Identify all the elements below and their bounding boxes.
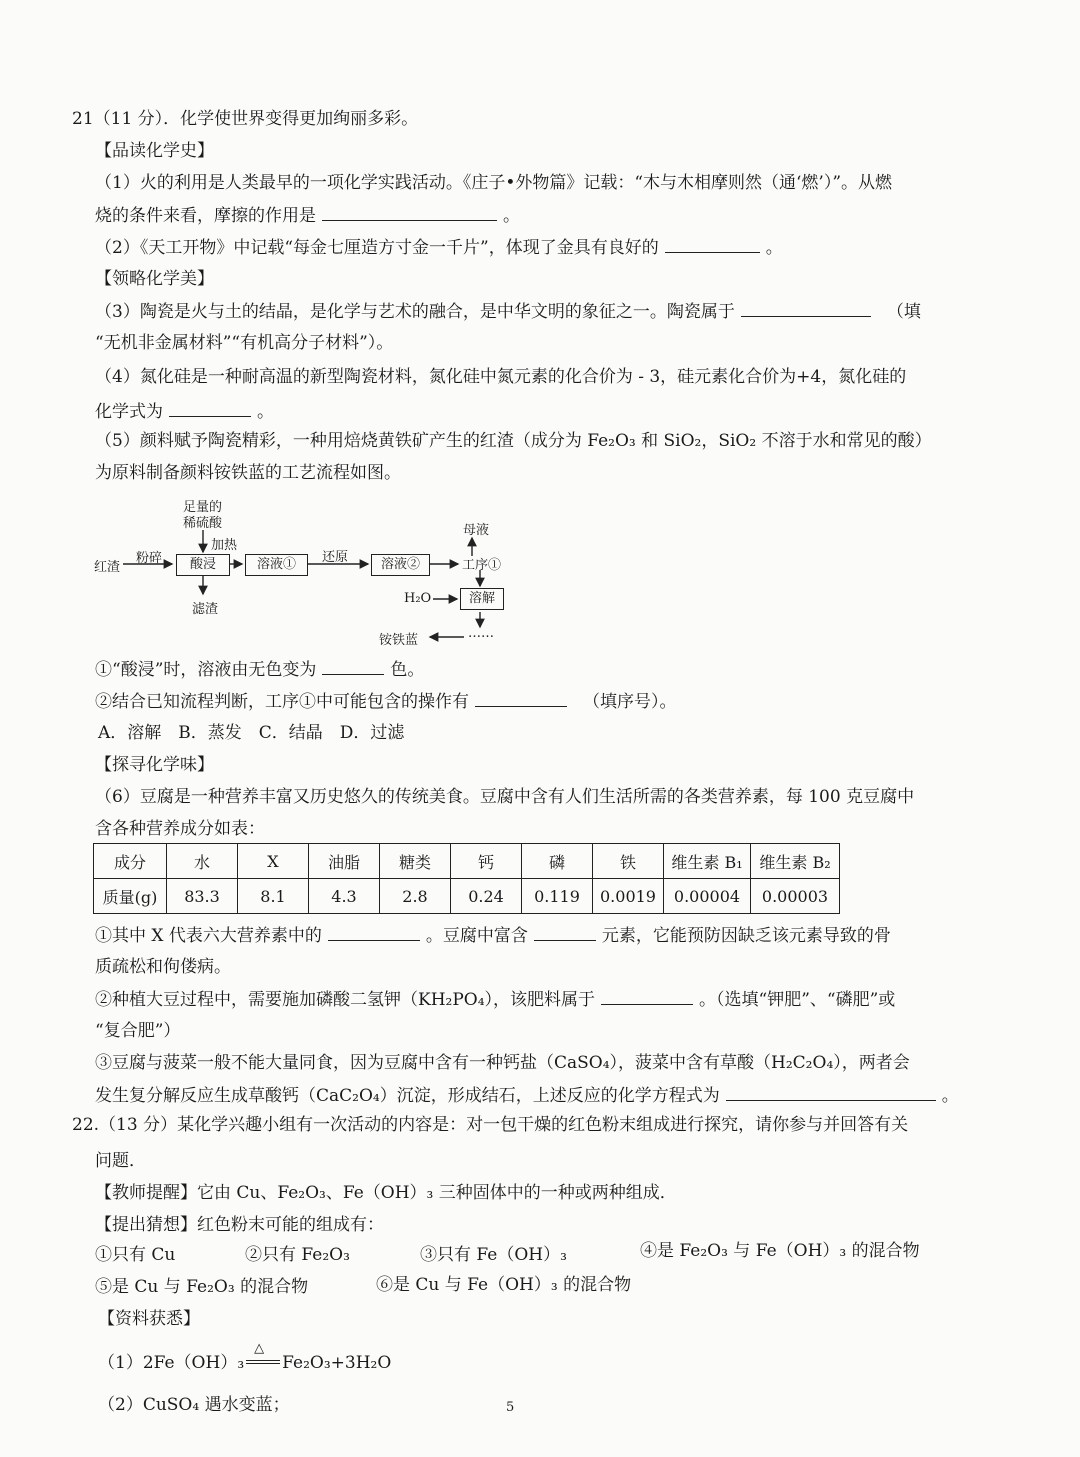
q21-6-sub2-line2: “复合肥”） xyxy=(95,1021,181,1041)
q22-title-line2: 问题． xyxy=(95,1151,146,1171)
guess-2: ②只有 Fe₂O₃ xyxy=(245,1245,350,1265)
answer-blank-3[interactable] xyxy=(741,300,871,317)
guess-4: ④是 Fe₂O₃ 与 Fe（OH）₃ 的混合物 xyxy=(640,1241,920,1261)
q21-5-sub2 xyxy=(95,690,677,713)
table-cell: X xyxy=(238,844,309,879)
flow-box-sol1: 溶液① xyxy=(245,554,308,576)
process-flowchart xyxy=(90,490,530,650)
answer-blank-8[interactable] xyxy=(534,924,596,941)
flow-water: H₂O xyxy=(404,591,432,606)
q21-6-line2: 含各种营养成分如表： xyxy=(95,819,265,839)
q21-5-line1: （5）颜料赋予陶瓷精彩，一种用焙烧黄铁矿产生的红渣（成分为 Fe₂O₃ 和 SiO₂，SiO₂ 不溶于水和常见的酸） xyxy=(95,431,932,451)
flow-proc: 工序① xyxy=(462,558,502,573)
table-cell: 0.24 xyxy=(451,879,522,914)
section-taste: 【探寻化学味】 xyxy=(95,755,214,775)
q21-6-sub3-line1: ③豆腐与菠菜一般不能大量同食，因为豆腐中含有一种钙盐（CaSO₄），菠菜中含有草酸（H₂C₂O₄），两者会 xyxy=(95,1053,910,1073)
answer-blank-6[interactable] xyxy=(475,690,567,707)
table-header-row xyxy=(94,844,840,879)
q21-1-line2: 烧的条件来看，摩擦的作用是 。 xyxy=(95,206,520,226)
guess-1: ①只有 Cu xyxy=(95,1245,176,1265)
q21-4-line1: （4）氮化硅是一种耐高温的新型陶瓷材料，氮化硅中氮元素的化合价为 - 3，硅元素化合价为+4，氮化硅的 xyxy=(95,367,907,387)
flow-acid-line2: 稀硫酸 xyxy=(183,516,223,531)
answer-blank-7[interactable] xyxy=(328,924,420,941)
nutrition-table xyxy=(93,843,840,914)
flow-product: 铵铁蓝 xyxy=(379,633,419,648)
flow-heat: 加热 xyxy=(211,538,238,553)
table-cell: 83.3 xyxy=(167,879,238,914)
q21-5-options: A．溶解 B．蒸发 C．结晶 D．过滤 xyxy=(98,723,405,743)
table-cell: 维生素 B₁ xyxy=(664,844,751,879)
flow-reduce: 还原 xyxy=(322,550,349,565)
q21-6-line1: （6）豆腐是一种营养丰富又历史悠久的传统美食。豆腐中含有人们生活所需的各类营养素，每 100 克豆腐中 xyxy=(95,787,915,807)
heat-condition: △ xyxy=(254,1341,265,1356)
guess-5: ⑤是 Cu 与 Fe₂O₃ 的混合物 xyxy=(95,1277,309,1297)
q21-5-sub1-text: ①“酸浸”时，溶液由无色变为 xyxy=(95,660,317,680)
answer-blank-2[interactable] xyxy=(665,236,760,253)
equation-reactant: （1）2Fe（OH）₃ xyxy=(98,1353,245,1373)
q21-4-line2: 化学式为 。 xyxy=(95,402,274,422)
flow-box-dissolve: 溶解 xyxy=(460,588,504,610)
flow-box-leach: 酸浸 xyxy=(176,554,230,576)
q21-3-text: （3）陶瓷是火与土的结晶，是化学与艺术的融合，是中华文明的象征之一。陶瓷属于 xyxy=(95,302,735,322)
flow-acid-line1: 足量的 xyxy=(183,500,223,515)
q21-title: 21（11 分）．化学使世界变得更加绚丽多彩。 xyxy=(72,109,419,129)
section-history: 【品读化学史】 xyxy=(95,141,214,161)
table-cell: 磷 xyxy=(522,844,593,879)
flow-residue: 滤渣 xyxy=(192,602,219,617)
q21-2: （2）《天工开物》中记载“每金七厘造方寸金一千片”，体现了金具有良好的 。 xyxy=(95,238,783,258)
q22-hint: 【教师提醒】它由 Cu、Fe₂O₃、Fe（OH）₃ 三种固体中的一种或两种组成． xyxy=(95,1183,677,1203)
answer-blank-5[interactable] xyxy=(322,658,384,675)
q21-6-sub1-text: ①其中 X 代表六大营养素中的 xyxy=(95,926,322,946)
answer-blank-10[interactable] xyxy=(726,1084,936,1101)
flow-start: 红渣 xyxy=(94,560,121,575)
equation-arrow xyxy=(244,1341,282,1374)
q21-3-line2: “无机非金属材料”“有机高分子材料”）。 xyxy=(95,333,394,353)
table-cell: 质量(g) xyxy=(94,879,167,914)
q21-5-sub1 xyxy=(95,658,424,681)
q21-6-sub3-text: 发生复分解反应生成草酸钙（CaC₂O₄）沉淀，形成结石，上述反应的化学方程式为 xyxy=(95,1086,720,1106)
q21-6-sub2-end: 。（选填“钾肥”、“磷肥”或 xyxy=(699,990,896,1010)
q21-1-text: 烧的条件来看，摩擦的作用是 xyxy=(95,206,316,226)
q21-5-line2: 为原料制备颜料铵铁蓝的工艺流程如图。 xyxy=(95,463,401,483)
table-cell: 钙 xyxy=(451,844,522,879)
table-cell: 油脂 xyxy=(309,844,380,879)
flow-dots: …… xyxy=(468,626,494,641)
guess-3: ③只有 Fe（OH）₃ xyxy=(420,1245,567,1265)
q21-6-sub2-line1 xyxy=(95,988,895,1011)
info-equation xyxy=(98,1341,392,1374)
guess-6: ⑥是 Cu 与 Fe（OH）₃ 的混合物 xyxy=(376,1275,632,1295)
answer-blank-9[interactable] xyxy=(601,988,693,1005)
q21-6-sub1-end: 元素，它能预防因缺乏该元素导致的骨 xyxy=(601,926,891,946)
q22-info: 【资料获悉】 xyxy=(98,1309,200,1329)
answer-blank-4[interactable] xyxy=(169,400,251,417)
table-cell: 水 xyxy=(167,844,238,879)
q21-5-sub2-text: ②结合已知流程判断，工序①中可能包含的操作有 xyxy=(95,692,469,712)
table-cell: 维生素 B₂ xyxy=(751,844,840,879)
table-cell: 0.0019 xyxy=(593,879,664,914)
q21-6-sub1-mid: 。豆腐中富含 xyxy=(425,926,528,946)
table-cell: 成分 xyxy=(94,844,167,879)
flow-box-sol2: 溶液② xyxy=(371,554,430,576)
table-cell: 铁 xyxy=(593,844,664,879)
answer-blank-1[interactable] xyxy=(322,204,497,221)
info-2: （2）CuSO₄ 遇水变蓝； xyxy=(98,1395,290,1415)
equation-product: Fe₂O₃+3H₂O xyxy=(282,1353,392,1373)
q21-3-line1 xyxy=(95,300,921,323)
table-cell: 2.8 xyxy=(380,879,451,914)
q22-guess: 【提出猜想】红色粉末可能的组成有： xyxy=(95,1215,384,1235)
q21-4-text: 化学式为 xyxy=(95,402,163,422)
q21-6-sub1-line2: 质疏松和佝偻病。 xyxy=(95,957,231,977)
q21-6-sub3-line2: 发生复分解反应生成草酸钙（CaC₂O₄）沉淀，形成结石，上述反应的化学方程式为 。 xyxy=(95,1086,959,1106)
page-number: 5 xyxy=(506,1400,515,1415)
flow-grind: 粉碎 xyxy=(136,551,163,566)
q21-1-line1: （1）火的利用是人类最早的一项化学实践活动。《庄子•外物篇》记载：“木与木相摩则然（通‘燃’）”。从燃 xyxy=(95,173,893,193)
flow-mother: 母液 xyxy=(463,523,490,538)
q21-5-sub1-end: 色。 xyxy=(390,660,425,680)
table-cell: 8.1 xyxy=(238,879,309,914)
q21-2-text: （2）《天工开物》中记载“每金七厘造方寸金一千片”，体现了金具有良好的 xyxy=(95,238,659,258)
table-cell: 0.119 xyxy=(522,879,593,914)
q21-6-sub1-line1 xyxy=(95,924,891,947)
table-cell: 糖类 xyxy=(380,844,451,879)
q21-3-fill: （填 xyxy=(886,302,921,322)
q21-6-sub2-text: ②种植大豆过程中，需要施加磷酸二氢钾（KH₂PO₄），该肥料属于 xyxy=(95,990,596,1010)
q22-title: 22.（13 分）某化学兴趣小组有一次活动的内容是：对一包干燥的红色粉末组成进行探究，请你参与并回答有关 xyxy=(72,1115,909,1135)
q21-5-sub2-end: （填序号）。 xyxy=(583,692,677,712)
table-cell: 0.00003 xyxy=(751,879,840,914)
table-cell: 0.00004 xyxy=(664,879,751,914)
section-beauty: 【领略化学美】 xyxy=(95,269,214,289)
table-row xyxy=(94,879,840,914)
table-cell: 4.3 xyxy=(309,879,380,914)
